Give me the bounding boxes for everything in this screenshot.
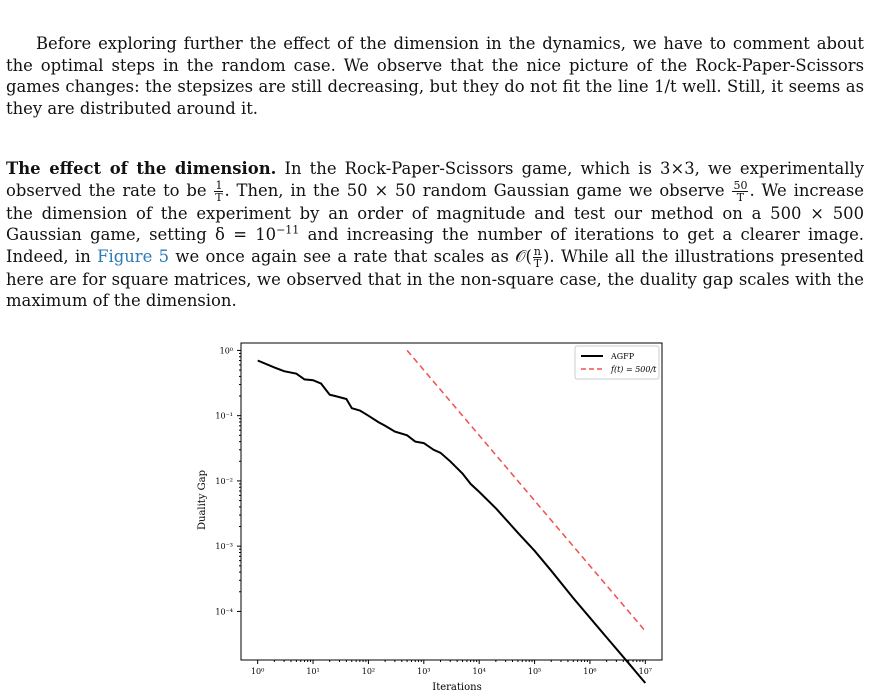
legend-label-agfp: AGFP [611, 352, 635, 361]
y-axis-ticks [215, 346, 241, 616]
x-tick-label: 10⁷ [638, 667, 653, 676]
frac3-den: T [533, 256, 542, 270]
x-tick-label: 10³ [417, 667, 431, 676]
section-heading: The effect of the dimension. [6, 159, 277, 178]
x-tick-label: 10² [361, 667, 376, 676]
y-tick-label: 10⁰ [219, 346, 233, 356]
y-axis-label: Duality Gap [197, 469, 208, 531]
frac1-num: 1 [215, 178, 223, 192]
y-tick-label: 10⁻³ [215, 542, 233, 552]
p2-text-b: . Then, in the 50 × 50 random Gaussian game we observe [224, 180, 725, 200]
x-tick-label: 10⁰ [250, 667, 265, 676]
p1-math: 1/t [654, 77, 677, 97]
figure-5-link[interactable]: Figure 5 [97, 246, 170, 266]
frac1-den: T [215, 190, 223, 204]
p2-text-e: we once again see a rate that scales as 𝒪 [175, 246, 526, 266]
p1-text: Before exploring further the effect of the dimension in the dynamics, we have to comment about the optimal steps in the random case. We observe that the nice picture of the Rock-Paper-Scissors games changes: the stepsizes are still decreasing, but they do not fit the line [6, 34, 864, 97]
frac3-num: n [533, 244, 541, 258]
x-tick-label: 10¹ [306, 667, 320, 676]
p2-text-a: In the Rock-Paper-Scissors game, which is 3×3, we experimentally observed the rate to be [6, 159, 865, 200]
p2-text-d: and increasing the number of iterations to get a clearer image. Indeed, in [6, 225, 864, 266]
frac2-num: 50 [733, 178, 748, 192]
x-axis-ticks [251, 660, 652, 676]
y-tick-label: 10⁻⁴ [215, 607, 233, 617]
legend-box [575, 346, 659, 379]
paragraph-dimension: The effect of the dimension. In the Rock-Paper-Scissors game, which is 3×3, we experimentally observed the rate to be $\frac{1}{T}$ . Then, in the 50 × 50 random Gaussian game we observe $\frac{50}{T}$ . We increase the dimension of the experiment by an order of magnitude and test our method on a 500 × 500 Gaussian game, setting $\delta = 10^{-11}$ and increasing the number of iterations to get a clearer image. Indeed, in Figure 5 we once again see a rate that scales as 𝒪( $\frac{n}{T}$ ). While all the illustrations presented here are for square matrices, we observed that in the non-square case, the duality gap scales with the maximum of the dimension. [6, 159, 865, 311]
p2-text-c: . We increase the dimension of the experiment by an order of magnitude and test our method on a 500 × 500 Gaussian game, setting δ = 10 [6, 180, 865, 245]
y-tick-label: 10⁻¹ [215, 411, 233, 421]
series-lines [258, 350, 646, 683]
x-tick-label: 10⁶ [583, 667, 597, 676]
plot-frame [241, 343, 662, 660]
x-axis-label: Iterations [432, 682, 482, 693]
legend-label-ref: f(t) = 500/t [611, 365, 657, 374]
frac2-den: T [736, 190, 745, 204]
x-tick-label: 10⁵ [527, 667, 542, 676]
delta-exponent: −11 [276, 223, 300, 237]
p1-end: well. Still, it seems as they are distributed around it. [6, 77, 864, 118]
x-tick-label: 10⁴ [472, 667, 486, 676]
p2-text-f: . While all the illustrations presented here are for square matrices, we observed that in the non-square case, the duality gap scales with the maximum of the dimension. [6, 246, 864, 311]
legend [575, 346, 659, 379]
series-line-agfp [258, 361, 646, 684]
y-tick-label: 10⁻² [215, 476, 233, 486]
series-line-reference [407, 350, 645, 631]
